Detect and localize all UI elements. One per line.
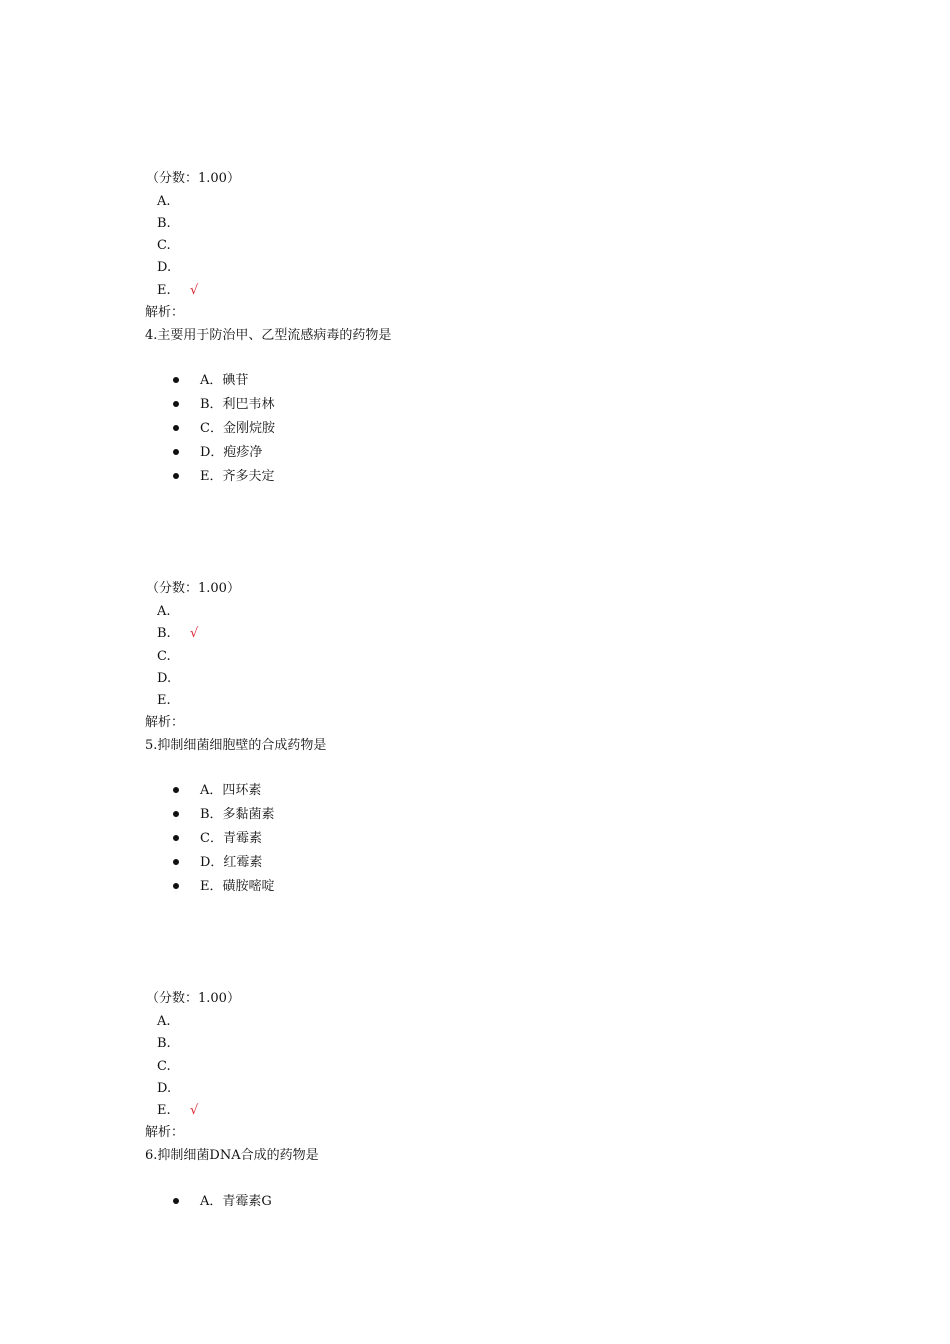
choice-item: C．青霉素 bbox=[200, 831, 262, 846]
answer-option-e: E. bbox=[157, 1103, 171, 1118]
answer-option-c: C. bbox=[157, 649, 171, 664]
analysis-label: 解析： bbox=[145, 1125, 185, 1140]
choice-item: B．多黏菌素 bbox=[200, 807, 275, 822]
answer-option-b: B. bbox=[157, 216, 171, 231]
bullet-icon bbox=[173, 811, 179, 817]
answer-option-a: A. bbox=[157, 1014, 171, 1029]
bullet-icon bbox=[173, 401, 179, 407]
answer-option-a: A. bbox=[157, 604, 171, 619]
answer-option-d: D. bbox=[157, 671, 172, 686]
choice-item: A．碘苷 bbox=[200, 373, 249, 388]
answer-option-d: D. bbox=[157, 260, 172, 275]
bullet-icon bbox=[173, 1198, 179, 1204]
choice-item: E．磺胺嘧啶 bbox=[200, 879, 275, 894]
answer-option-c: C. bbox=[157, 238, 171, 253]
bullet-icon bbox=[173, 787, 179, 793]
analysis-label: 解析： bbox=[145, 305, 185, 320]
bullet-icon bbox=[173, 859, 179, 865]
choice-item: D．红霉素 bbox=[200, 855, 263, 870]
answer-option-e: E. bbox=[157, 693, 171, 708]
correct-check-icon: √ bbox=[190, 626, 199, 641]
answer-option-b: B. bbox=[157, 1036, 171, 1051]
bullet-icon bbox=[173, 835, 179, 841]
bullet-icon bbox=[173, 377, 179, 383]
bullet-icon bbox=[173, 883, 179, 889]
analysis-label: 解析： bbox=[145, 715, 185, 730]
correct-check-icon: √ bbox=[190, 283, 199, 298]
correct-check-icon: √ bbox=[190, 1103, 199, 1118]
answer-option-b: B. bbox=[157, 626, 171, 641]
answer-option-a: A. bbox=[157, 194, 171, 209]
bullet-icon bbox=[173, 425, 179, 431]
score-label: （分数：1.00） bbox=[146, 991, 240, 1006]
answer-option-c: C. bbox=[157, 1059, 171, 1074]
choice-item: E．齐多夫定 bbox=[200, 469, 275, 484]
choice-item: C．金刚烷胺 bbox=[200, 421, 275, 436]
question-text: 6.抑制细菌DNA合成的药物是 bbox=[145, 1148, 319, 1163]
choice-item: B．利巴韦林 bbox=[200, 397, 275, 412]
bullet-icon bbox=[173, 473, 179, 479]
answer-option-d: D. bbox=[157, 1081, 172, 1096]
choice-item: A．四环素 bbox=[200, 783, 262, 798]
choice-item: A．青霉素G bbox=[200, 1194, 272, 1209]
score-label: （分数：1.00） bbox=[146, 581, 240, 596]
question-text: 4.主要用于防治甲、乙型流感病毒的药物是 bbox=[145, 328, 392, 343]
question-text: 5.抑制细菌细胞壁的合成药物是 bbox=[145, 738, 327, 753]
score-label: （分数：1.00） bbox=[146, 171, 240, 186]
answer-option-e: E. bbox=[157, 283, 171, 298]
choice-item: D．疱疹净 bbox=[200, 445, 263, 460]
bullet-icon bbox=[173, 449, 179, 455]
